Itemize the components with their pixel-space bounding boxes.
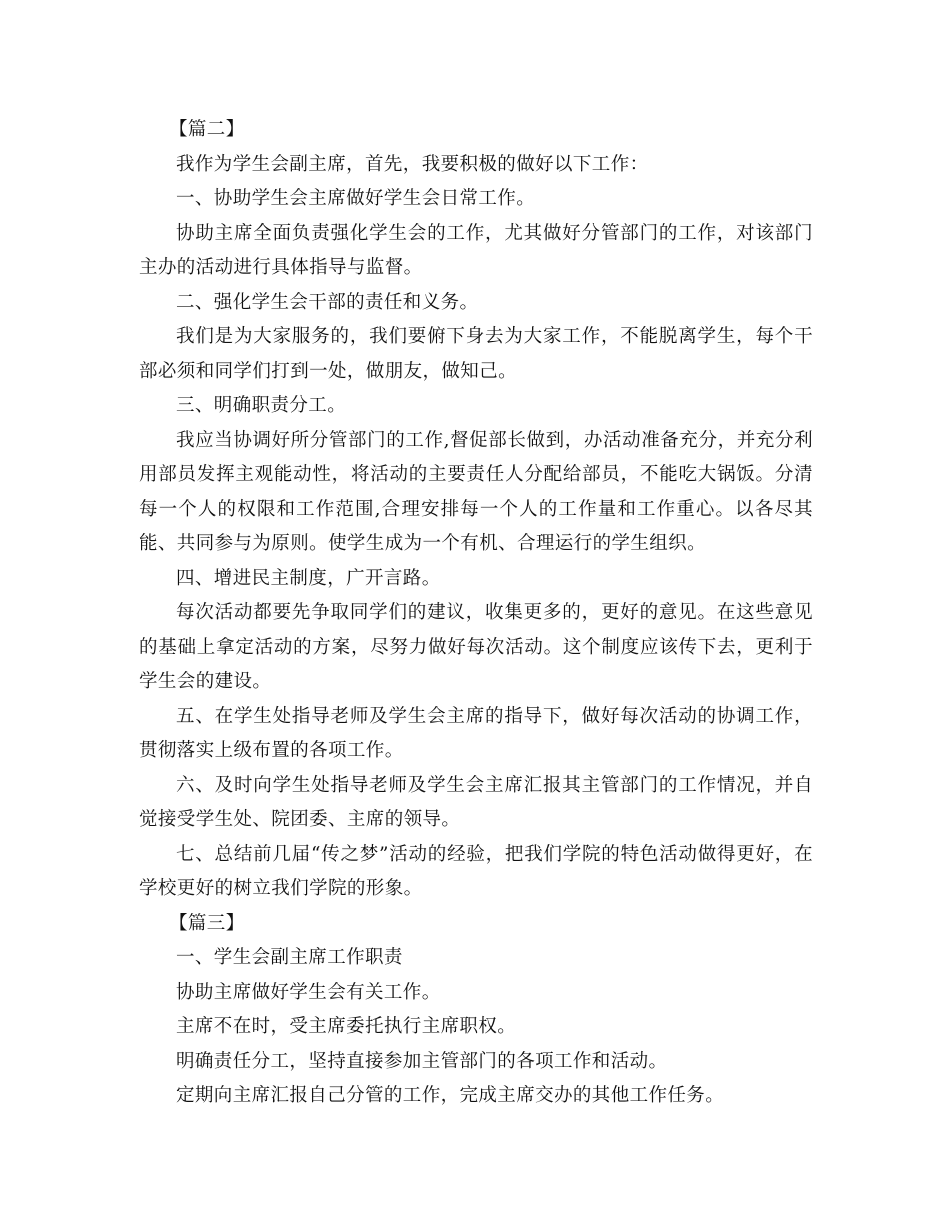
section-heading-part-two: 【篇二】 bbox=[169, 119, 245, 140]
paragraph-duty-four: 定期向主席汇报自己分管的工作，完成主席交办的其他工作任务。 bbox=[176, 1085, 725, 1106]
paragraph-duty-one: 协助主席做好学生会有关工作。 bbox=[176, 981, 441, 1003]
paragraph-item-one-body: 协助主席全面负责强化学生会的工作，尤其做好分管部门的工作，对该部门主办的活动进行具体指导与监督。 bbox=[139, 222, 813, 278]
paragraph-item-two-body: 我们是为大家服务的，我们要俯下身去为大家工作，不能脱离学生，每个干部必须和同学们打到一处，做朋友，做知己。 bbox=[139, 326, 813, 382]
paragraph-item-four-body: 每次活动都要先争取同学们的建议，收集更多的，更好的意见。在这些意见的基础上拿定活动的方案，尽努力做好每次活动。这个制度应该传下去，更利于学生会的建设。 bbox=[139, 602, 813, 692]
paragraph-item-four-title: 四、增进民主制度，广开言路。 bbox=[176, 567, 441, 589]
paragraph-item-seven: 七、总结前几届“传之梦”活动的经验，把我们学院的特色活动做得更好，在学校更好的树立我们学院的形象。 bbox=[139, 843, 813, 899]
paragraph-duty-three: 明确责任分工，坚持直接参加主管部门的各项工作和活动。 bbox=[176, 1050, 668, 1072]
paragraph-intro: 我作为学生会副主席，首先，我要积极的做好以下工作： bbox=[176, 153, 649, 175]
paragraph-item-three-title: 三、明确职责分工。 bbox=[176, 395, 347, 416]
paragraph-item-two-title: 二、强化学生会干部的责任和义务。 bbox=[176, 291, 479, 313]
document-body bbox=[139, 113, 813, 1114]
paragraph-item-six: 六、及时向学生处指导老师及学生会主席汇报其主管部门的工作情况，并自觉接受学生处、院团委、主席的领导。 bbox=[139, 774, 813, 830]
paragraph-item-five: 五、在学生处指导老师及学生会主席的指导下，做好每次活动的协调工作，贯彻落实上级布置的各项工作。 bbox=[139, 705, 813, 761]
section-heading-part-three: 【篇三】 bbox=[169, 912, 245, 934]
paragraph-item-three-body: 我应当协调好所分管部门的工作,督促部长做到，办活动准备充分，并充分利用部员发挥主观能动性，将活动的主要责任人分配给部员，不能吃大锅饭。分清每一个人的权限和工作范围,合理安排每一个人的工作量和工作重心。以各尽其能、共同参与为原则。使学生成为一个有机、合理运行的学生组织。 bbox=[139, 429, 813, 554]
paragraph-duties-title: 一、学生会副主席工作职责 bbox=[176, 947, 403, 968]
paragraph-duty-two: 主席不在时，受主席委托执行主席职权。 bbox=[176, 1016, 517, 1037]
paragraph-item-one-title: 一、协助学生会主席做好学生会日常工作。 bbox=[176, 188, 536, 209]
